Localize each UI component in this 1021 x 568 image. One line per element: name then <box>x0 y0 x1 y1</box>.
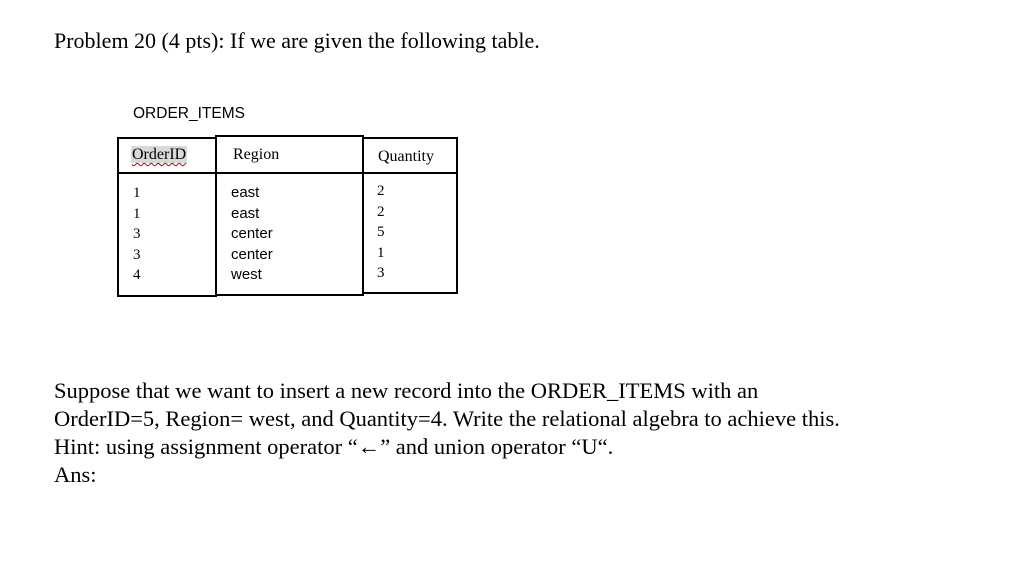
quantity-header: Quantity <box>378 148 434 165</box>
table-cell: 3 <box>133 226 141 242</box>
orderid-column-box <box>117 172 217 297</box>
table-cell: center <box>231 245 273 263</box>
table-cell: east <box>231 184 260 201</box>
question-line-2: OrderID=5, Region= west, and Quantity=4. Write the relational algebra to achieve this. <box>54 406 840 431</box>
table-cell: 1 <box>133 185 141 201</box>
quantity-column <box>377 181 385 284</box>
table-cell: 3 <box>377 265 385 281</box>
orderid-header <box>131 146 187 164</box>
table-cell: 4 <box>133 267 141 283</box>
orderid-column <box>133 183 141 286</box>
answer-label: Ans: <box>54 462 97 487</box>
table-cell: 3 <box>133 246 141 263</box>
question-line-3: Hint: using assignment operator “←” and union operator “U“. <box>54 434 614 459</box>
problem-title: Problem 20 (4 pts): If we are given the following table. <box>54 28 540 53</box>
region-column <box>231 183 273 286</box>
table-cell: 2 <box>377 183 385 199</box>
orderid-header-label: OrderID <box>132 146 187 163</box>
table-cell: east <box>231 204 260 222</box>
question-line-1: Suppose that we want to insert a new record into the ORDER_ITEMS with an <box>54 378 759 403</box>
question-text <box>54 377 840 489</box>
table-cell: 5 <box>377 224 385 240</box>
table-cell: west <box>231 266 262 283</box>
table-cell: 1 <box>133 205 141 222</box>
table-cell: center <box>231 225 273 242</box>
table-name: ORDER_ITEMS <box>133 105 245 122</box>
region-header: Region <box>233 146 280 163</box>
table-cell: 2 <box>377 203 385 220</box>
table-cell: 1 <box>377 244 385 261</box>
